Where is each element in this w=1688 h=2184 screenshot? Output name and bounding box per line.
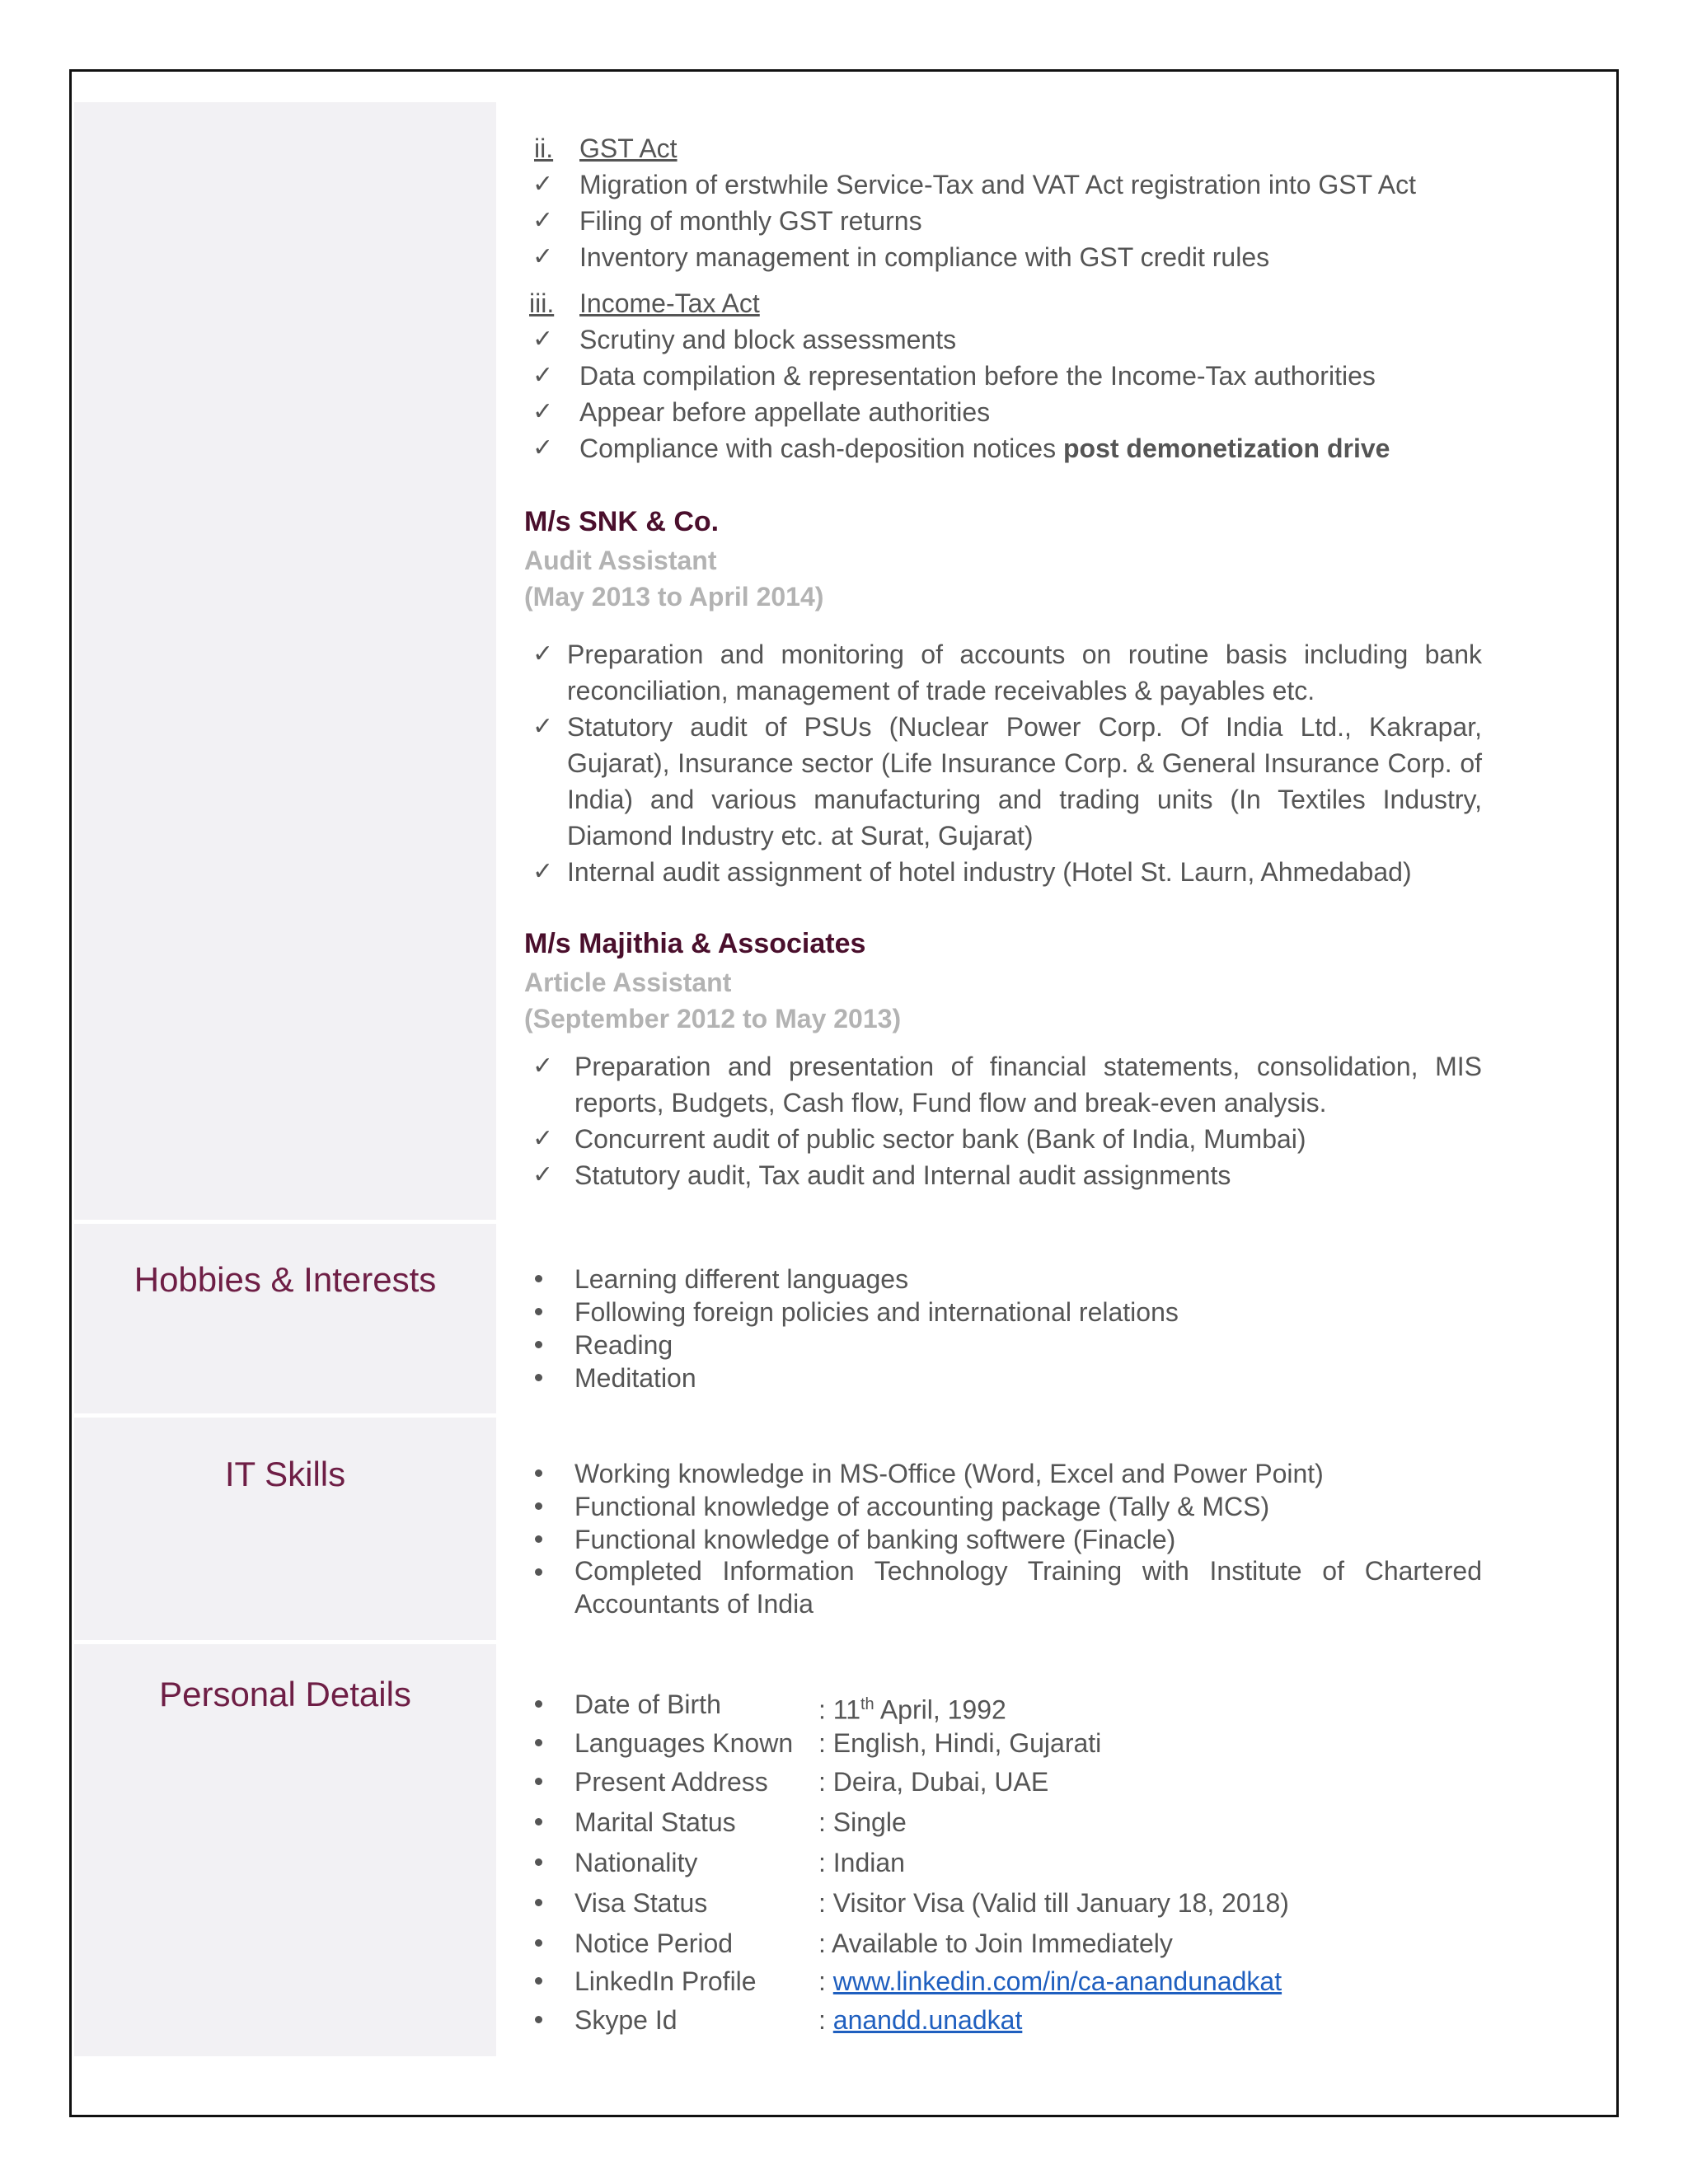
check-icon: ✓ — [532, 206, 554, 235]
check-icon: ✓ — [532, 325, 554, 354]
check-icon: ✓ — [532, 434, 554, 462]
personal-label: Languages Known — [574, 1728, 794, 1758]
it-skill-item: Working knowledge in MS-Office (Word, Excel and Power Point) — [574, 1459, 1324, 1488]
hobbies-heading: Hobbies & Interests — [134, 1260, 437, 1299]
personal-value-text: Deira, Dubai, UAE — [832, 1767, 1049, 1797]
income-tax-item: Scrutiny and block assessments — [579, 325, 957, 354]
income-tax-item-text: Compliance with cash-deposition notices — [579, 434, 1063, 463]
job-item: Preparation and presentation of financial statements, consolidation, MIS reports, Budgets, Cash flow, Fund flow and break-even analysis. — [574, 1052, 1482, 1118]
personal-label: Marital Status — [574, 1807, 736, 1837]
personal-value — [818, 1765, 1048, 1798]
company-name: M/s SNK & Co. — [524, 506, 720, 537]
bullet-icon — [535, 1502, 542, 1510]
job-item: Preparation and monitoring of accounts on routine basis including bank reconciliation, management of trade receivables & payables etc. — [567, 640, 1482, 705]
colon: : — [818, 1929, 832, 1958]
income-tax-item: Data compilation & representation before the Income-Tax authorities — [579, 361, 1376, 391]
personal-label: Visa Status — [574, 1888, 708, 1918]
colon: : — [818, 1694, 833, 1725]
personal-value-text: English, Hindi, Gujarati — [832, 1728, 1102, 1758]
income-tax-item-last — [579, 432, 1390, 465]
income-tax-title: Income-Tax Act — [579, 288, 760, 318]
job-period: (September 2012 to May 2013) — [524, 1004, 902, 1033]
job-period: (May 2013 to April 2014) — [524, 582, 824, 612]
colon: : — [818, 1807, 833, 1837]
personal-value — [818, 1886, 1289, 1919]
linkedin-label: LinkedIn Profile — [574, 1966, 757, 1996]
linkedin-value — [818, 1965, 1282, 1998]
linkedin-link[interactable]: www.linkedin.com/in/ca-anandunadkat — [832, 1966, 1282, 1996]
bullet-icon — [535, 1977, 542, 1985]
personal-label: Nationality — [574, 1848, 698, 1877]
dob-day: 11 — [832, 1694, 860, 1725]
bullet-icon — [535, 1275, 542, 1282]
gst-item: Inventory management in compliance with GST credit rules — [579, 242, 1270, 272]
skype-value — [818, 2004, 1022, 2036]
check-icon: ✓ — [532, 640, 554, 668]
bullet-icon — [535, 1469, 542, 1477]
colon: : — [818, 1767, 833, 1797]
bullet-icon — [535, 1308, 542, 1315]
bullet-icon — [535, 1899, 542, 1906]
personal-value-text: Single — [832, 1807, 907, 1837]
hobby-item: Meditation — [574, 1363, 696, 1393]
personal-value — [818, 1806, 907, 1839]
check-icon: ✓ — [532, 712, 554, 741]
bullet-icon — [535, 1535, 542, 1543]
dob-label: Date of Birth — [574, 1690, 721, 1719]
dob-value — [818, 1688, 1006, 1727]
income-tax-numeral: iii. — [529, 288, 555, 318]
bullet-icon — [535, 1739, 542, 1746]
bullet-icon — [535, 1778, 542, 1785]
bullet-icon — [535, 1939, 542, 1947]
job-role: Audit Assistant — [524, 546, 717, 575]
check-icon: ✓ — [532, 361, 554, 390]
personal-value-text: Indian — [832, 1848, 905, 1877]
hobby-item: Learning different languages — [574, 1264, 909, 1294]
company-name: M/s Majithia & Associates — [524, 928, 866, 959]
bullet-icon — [535, 1568, 542, 1576]
bullet-icon — [535, 2016, 542, 2023]
colon: : — [818, 1966, 833, 1996]
skype-label: Skype Id — [574, 2005, 678, 2035]
job-item: Statutory audit, Tax audit and Internal audit assignments — [574, 1160, 1231, 1190]
gst-item: Migration of erstwhile Service-Tax and VAT Act registration into GST Act — [579, 170, 1416, 199]
colon: : — [818, 1848, 833, 1877]
sidebar-experience-block — [74, 102, 496, 1220]
check-icon: ✓ — [532, 397, 554, 426]
job-item: Internal audit assignment of hotel industry (Hotel St. Laurn, Ahmedabad) — [567, 857, 1412, 887]
bullet-icon — [535, 1341, 542, 1348]
gst-item: Filing of monthly GST returns — [579, 206, 922, 236]
check-icon: ✓ — [532, 1052, 554, 1080]
personal-value-text: Available to Join Immediately — [832, 1929, 1173, 1958]
personal-heading: Personal Details — [159, 1675, 411, 1713]
sidebar-hobbies-block — [74, 1224, 496, 1413]
personal-value — [818, 1927, 1173, 1960]
personal-value — [818, 1846, 905, 1879]
check-icon: ✓ — [532, 242, 554, 271]
bullet-icon — [535, 1858, 542, 1866]
skype-link[interactable]: anandd.unadkat — [832, 2005, 1023, 2035]
it-skill-item: Completed Information Technology Training with Institute of Chartered Accountants of India — [574, 1556, 1482, 1619]
it-skill-item: Functional knowledge of accounting package (Tally & MCS) — [574, 1492, 1270, 1521]
dob-suffix: th — [860, 1695, 874, 1713]
check-icon: ✓ — [532, 857, 554, 886]
check-icon: ✓ — [532, 1124, 554, 1153]
bullet-icon — [535, 1700, 542, 1708]
personal-value-text: Visitor Visa (Valid till January 18, 2018) — [832, 1888, 1289, 1918]
colon: : — [818, 1888, 833, 1918]
gst-numeral: ii. — [534, 134, 554, 163]
personal-label: Notice Period — [574, 1929, 734, 1958]
job-role: Article Assistant — [524, 968, 732, 997]
dob-rest: April, 1992 — [874, 1694, 1006, 1725]
job-item: Concurrent audit of public sector bank (Bank of India, Mumbai) — [574, 1124, 1306, 1154]
check-icon: ✓ — [532, 170, 554, 199]
bullet-icon — [535, 1374, 542, 1381]
hobby-item: Following foreign policies and international relations — [574, 1297, 1179, 1327]
personal-value — [818, 1727, 1101, 1760]
hobby-item: Reading — [574, 1330, 673, 1360]
gst-title: GST Act — [579, 134, 678, 163]
check-icon: ✓ — [532, 1160, 554, 1189]
it-skill-item: Functional knowledge of banking softwere (Finacle) — [574, 1525, 1176, 1554]
income-tax-item-bold: post demonetization drive — [1062, 434, 1390, 463]
it-skills-heading: IT Skills — [224, 1455, 346, 1493]
personal-label: Present Address — [574, 1767, 768, 1797]
bullet-icon — [535, 1818, 542, 1825]
income-tax-item: Appear before appellate authorities — [579, 397, 991, 427]
colon: : — [818, 1728, 833, 1758]
job-item: Statutory audit of PSUs (Nuclear Power Corp. Of India Ltd., Kakrapar, Gujarat), Insurance sector (Life Insurance Corp. & General Insurance Corp. of India) and various manufacturing and trading units (In Textiles Industry, Diamond Industry etc. at Surat, Gujarat) — [567, 712, 1482, 851]
colon: : — [818, 2005, 833, 2035]
sidebar-it-skills-block — [74, 1418, 496, 1640]
